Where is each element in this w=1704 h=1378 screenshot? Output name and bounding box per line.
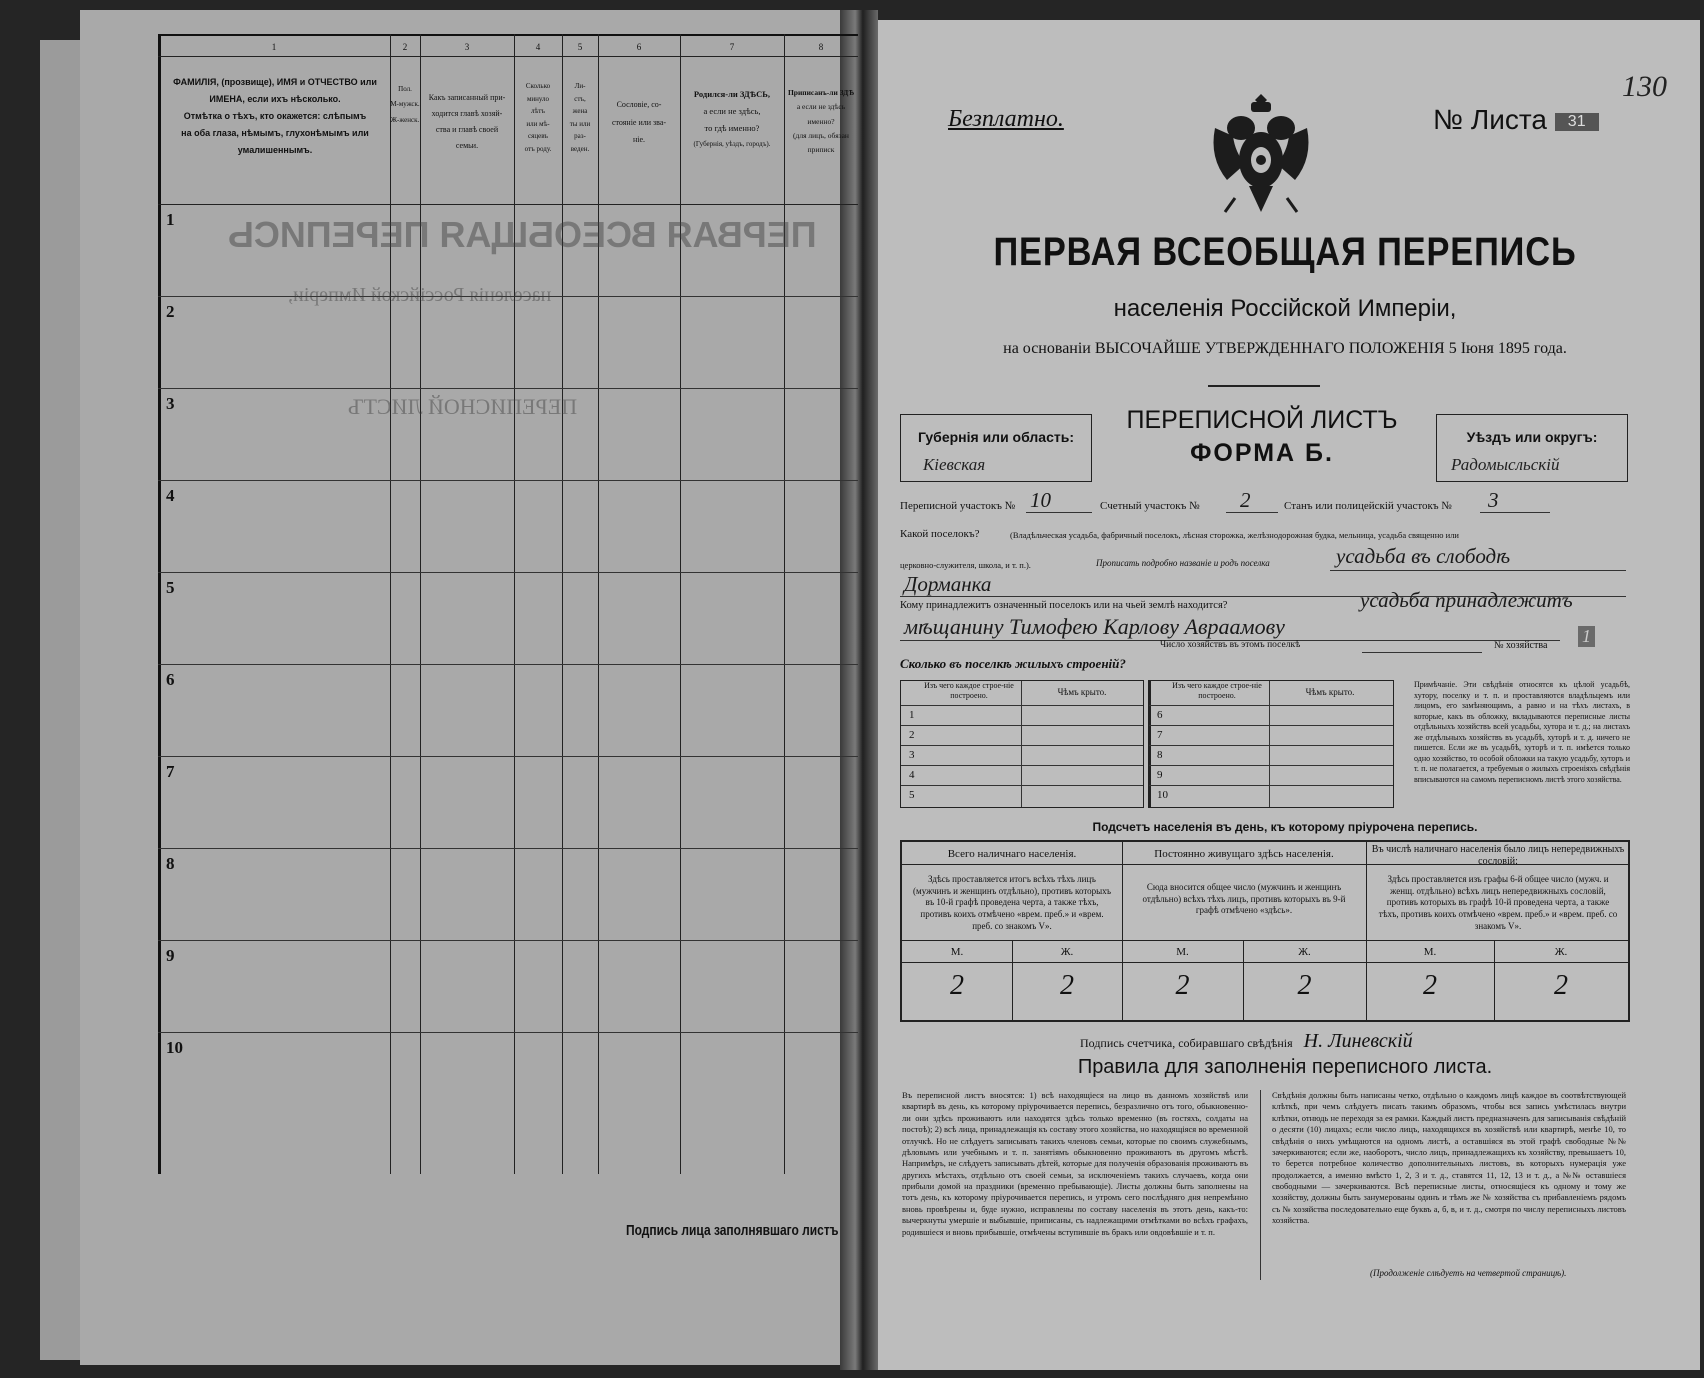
buildings-roof-header: Чѣмъ крыто. <box>1057 687 1107 697</box>
building-row-line <box>1149 725 1393 726</box>
estates-m-label: М. <box>1423 946 1437 958</box>
rules-left-column: Въ переписной листъ вносятся: 1) всѣ находящіеся на лицо въ данномъ хозяйствѣ или квартирѣ въ день, къ которому пріурочивается перепись, безразлично отъ того, обыкновенно-ли они здѣсь проживаютъ или находятся здѣсь только временно (въ гостяхъ, солдаты на постоѣ); 2) всѣ лица, принадлежащія къ составу этого хозяйства, но находящіяся во временной отлучкѣ. Но не слѣдуетъ записывать такихъ членовъ семьи, которые по своимъ служебнымъ, дѣловымъ или учебнымъ и т. п. занятіямъ обыкновенно проживаютъ въ другомъ мѣстѣ. Напримѣръ, не слѣдуетъ записывать дѣтей, которые для полученія образованія проживаютъ въ другихъ мѣстахъ, отдѣльно отъ своей семьи, за исключеніемъ такихъ случаевъ, когда они прибыли домой на праздники (временно пребывающіе). Листы должны быть заполнены на тотъ день, къ которому пріурочивается перепись, и утромъ сего послѣдняго дня непремѣнно вновь провѣрены и, буде нужно, исправлены по составу населенія въ этотъ день, какъ-то: вычеркнуты умершіе и выбывшіе, приписаны, съ надлежащими отмѣтками во всѣхъ графахъ, родившіеся и вновь прибывшіе, отмѣчены вступившіе въ бракъ или овдовѣвшіе и т. п. <box>902 1090 1248 1237</box>
household-no-value: 1 <box>1578 626 1595 647</box>
station-line <box>1480 512 1550 513</box>
buildings-mid-divider <box>1149 681 1151 807</box>
person-row-number: 9 <box>166 946 175 965</box>
uezd-box <box>1436 414 1628 482</box>
col4-header-line: Сколько <box>525 82 551 90</box>
person-row-number: 1 <box>166 210 175 229</box>
present-m-label: М. <box>950 946 964 958</box>
building-row-number: 4 <box>909 769 915 781</box>
building-row-number: 2 <box>909 729 915 741</box>
col-divider-6 <box>598 34 599 1174</box>
resident-population-head: Постоянно живущаго здѣсь населенія. <box>1154 848 1334 860</box>
col8-header-line: (для лицъ, обязан <box>793 130 849 140</box>
col4-header <box>514 80 562 156</box>
count-desc-line <box>902 940 1628 941</box>
person-row-line <box>158 480 858 481</box>
person-row-number: 4 <box>166 486 175 505</box>
counting-district-line <box>1226 512 1278 513</box>
col-divider-4 <box>514 34 515 1174</box>
number-strip-line <box>158 56 858 57</box>
buildings-title: Сколько въ поселкѣ жилыхъ строеній? <box>900 656 1126 671</box>
form-letter: ФОРМА Б. <box>1190 439 1334 467</box>
owner-label: Кому принадлежитъ означенный поселокъ или на чьей землѣ находится? <box>900 600 1228 611</box>
col3-header-line: ходится главѣ хозяй- <box>431 109 503 118</box>
col-divider-3 <box>420 34 421 1174</box>
present-f-value: 2 <box>1060 970 1074 1001</box>
col4-header-line: отъ роду. <box>524 144 552 153</box>
col7-header-line: (Губернія, уѣздъ, городъ). <box>693 140 771 148</box>
person-row-line <box>158 572 858 573</box>
counting-district-value: 2 <box>1240 488 1251 512</box>
col7-header-line: то гдѣ именно? <box>704 123 760 133</box>
col1-header-line: ИМЕНА, если ихъ нѣсколько. <box>209 94 341 105</box>
col-number-7: 7 <box>729 42 735 52</box>
person-row-number: 7 <box>166 762 175 781</box>
col8-header-line: а если не здѣсь <box>796 102 846 112</box>
filler-signature-label: Подпись лица заполнявшаго листъ <box>626 1222 839 1239</box>
col6-header-line: ніе. <box>632 135 646 145</box>
building-row-number: 6 <box>1157 709 1163 721</box>
building-row-line <box>901 745 1143 746</box>
resident-f-label: Ж. <box>1298 946 1311 958</box>
col8-header-line: приписк <box>807 145 835 154</box>
building-row-number: 8 <box>1157 749 1163 761</box>
settlement-line-1 <box>1330 570 1626 571</box>
household-no-label: № хозяйства <box>1494 640 1548 651</box>
person-row-number: 10 <box>166 1038 183 1057</box>
buildings-material-header: Изъ чего каждое строе-ніе построено. <box>924 681 1014 700</box>
households-label: Число хозяйствъ въ этомъ поселкѣ <box>1160 640 1301 650</box>
col3-header <box>420 90 514 154</box>
building-row-line <box>1149 745 1393 746</box>
col7-header-line: а если не здѣсь, <box>703 106 761 116</box>
col8-header <box>784 86 858 157</box>
census-title: ПЕРВАЯ ВСЕОБЩАЯ ПЕРЕПИСЬ <box>993 230 1577 274</box>
owner-value-1: усадьба принадлежитъ <box>1360 588 1573 612</box>
rules-divider <box>1260 1090 1261 1280</box>
building-row-line <box>1149 765 1393 766</box>
col8-header-line: именно? <box>807 116 835 126</box>
building-row-line <box>901 725 1143 726</box>
col6-header-line: Сословіе, со- <box>616 100 662 109</box>
person-row-number: 8 <box>166 854 175 873</box>
col5-header-line: раз- <box>574 132 586 141</box>
households-line <box>1362 652 1482 653</box>
col6-header <box>598 96 680 149</box>
col4-header-line: лѣтъ <box>531 107 545 116</box>
census-district-value: 10 <box>1030 488 1051 512</box>
settlement-hint-2: церковно-служителя, школа, и т. п.). <box>900 560 1031 570</box>
col3-header-line: ства и главѣ своей <box>435 125 499 134</box>
owner-value-2: мѣщанину Тимофею Карлову Авраамову <box>904 614 1285 639</box>
person-row-line <box>158 1032 858 1033</box>
col-number-4: 4 <box>535 42 541 52</box>
col5-header-line: Ли- <box>574 82 586 90</box>
counter-signature-label: Подпись счетчика, собиравшаго свѣдѣнія <box>1080 1036 1293 1050</box>
present-population-desc: Здѣсь проставляется итогъ всѣхъ тѣхъ лицъ (мужчинъ и женщинъ отдѣльно), противъ которыхъ въ 10-й графѣ проведена черта, а также тѣхъ, противъ коихъ отмѣчено «врем. преб.» и «врем. преб. со знакомъ V». <box>913 874 1111 931</box>
bleed-through-form: ПЕРЕПИСНОЙ ЛИСТЪ <box>348 394 578 419</box>
col4-header-line: минуло <box>526 94 550 103</box>
population-count-table <box>900 840 1630 1022</box>
gubernia-label: Губернія или область: <box>917 429 1075 445</box>
building-row-number: 9 <box>1157 769 1163 781</box>
col-number-5: 5 <box>577 42 583 52</box>
station-value: 3 <box>1488 488 1499 512</box>
resident-m-label: М. <box>1176 946 1189 958</box>
col2-header-line: Пол. <box>398 85 412 93</box>
col-divider-2 <box>390 34 391 1174</box>
building-row-number: 3 <box>909 749 915 761</box>
col1-header-line: на оба глаза, нѣмымъ, глухонѣмымъ или <box>181 128 369 139</box>
person-row-line <box>158 664 858 665</box>
settlement-value-2: Дорманка <box>904 572 992 596</box>
settlement-value-1: усадьба въ слободѣ <box>1336 544 1511 568</box>
col-number-3: 3 <box>464 42 470 52</box>
legal-basis: на основаніи ВЫСОЧАЙШЕ УТВЕРЖДЕННАГО ПОЛОЖЕНІЯ 5 Іюня 1895 года. <box>1003 340 1567 357</box>
gubernia-value: Кіевская <box>923 455 986 474</box>
count-mf-line <box>902 962 1628 963</box>
counter-signature-value: Н. Линевскій <box>1303 1030 1413 1052</box>
building-row-number: 1 <box>909 709 915 721</box>
col7-header-line: Родился-ли ЗДѢСЬ, <box>693 89 771 99</box>
non-mobile-estates-head: Въ числѣ наличнаго населенія было лицъ непередвижныхъ сословій: <box>1371 844 1625 867</box>
col2-header-line: Ж-женск. <box>390 115 420 124</box>
resident-f-value: 2 <box>1297 970 1312 1001</box>
person-row-number: 3 <box>166 394 175 413</box>
buildings-note: Примѣчаніе. Эти свѣдѣнія относятся къ цѣлой усадьбѣ, хутору, поселку и т. п. и проставляются владѣльцемъ или лицомъ, его замѣняющимъ, а равно и на тѣхъ листахъ, в которые, какъ въ обложку, вкладываются переписные листы отдѣльныхъ хозяйствъ всей усадьбы, хутора и т. д.; на листахъ же отдѣльныхъ хозяйствъ въ усадьбѣ, хуторѣ и т. д. ничего не пишется. Если же въ усадьбѣ, хуторѣ и т. п. имѣется только одно хозяйство, то особой обложки на такую усадьбу, хуторъ и т. п. не полагается, а требуемыя о жилыхъ строеніяхъ свѣдѣнія вписываются на самомъ переписномъ листѣ этого хозяйства. <box>1414 680 1630 784</box>
present-f-label: Ж. <box>1060 946 1074 958</box>
person-row-line <box>158 940 858 941</box>
settlement-label: Какой поселокъ? <box>900 528 980 540</box>
station-label: Станъ или полицейскій участокъ № <box>1284 500 1452 512</box>
building-row-number: 10 <box>1157 789 1168 801</box>
census-district-label: Переписной участокъ № <box>900 500 1016 512</box>
building-row-line <box>1149 705 1393 706</box>
col4-header-line: сяцевъ <box>528 132 548 141</box>
bleed-through-subtitle: населенія Россійской Имперіи, <box>288 284 552 306</box>
estates-f-label: Ж. <box>1554 946 1568 958</box>
resident-population-desc: Сюда вносится общее число (мужчинъ и женщинъ отдѣльно) всѣхъ тѣхъ лицъ, противъ которыхъ въ 9-й графѣ отмѣчено «здѣсь». <box>1142 882 1346 916</box>
building-row-number: 5 <box>909 789 915 801</box>
resident-m-value: 2 <box>1175 970 1190 1001</box>
col-number-8: 8 <box>818 42 824 52</box>
col1-header-line: умалишеннымъ. <box>237 145 313 156</box>
sheet-number <box>1433 104 1599 136</box>
buildings-material-header-2: Изъ чего каждое строе-ніе построено. <box>1172 681 1262 700</box>
person-row-number: 5 <box>166 578 175 597</box>
building-row-number: 7 <box>1157 729 1163 741</box>
person-table-frame <box>158 34 858 1174</box>
col5-header-line: стъ, <box>574 94 586 103</box>
buildings-divider <box>1021 681 1022 807</box>
header-bottom-line <box>158 204 858 205</box>
sheet-number-label: № Листа <box>1433 104 1547 135</box>
col8-header-line: Приписанъ-ли ЗДѢ <box>787 88 855 97</box>
col1-header <box>164 74 386 159</box>
buildings-table-left <box>900 680 1144 808</box>
counter-signature <box>1080 1030 1413 1053</box>
imperial-eagle-emblem <box>1205 88 1317 222</box>
uezd-value: Радомысльскій <box>1451 455 1560 474</box>
settlement-hint: (Владѣльческая усадьба, фабричный поселокъ, лѣсная сторожка, желѣзнодорожная будка, мельница, усадьба священно или <box>1010 530 1459 540</box>
col-divider-7 <box>680 34 681 1174</box>
continued-note: (Продолженіе слѣдуетъ на четвертой страницѣ). <box>1370 1268 1567 1278</box>
rules-right-column: Свѣдѣнія должны быть написаны четко, отдѣльно о каждомъ лицѣ каждое въ соотвѣтствующей клѣткѣ, при чемъ слѣдуетъ писать такимъ образомъ, чтобы вся запись умѣстилась внутри клѣтки, отнюдь не переходя за ея рамки. Каждый листъ предназначенъ для записыванія свѣдѣній о десяти (10) лицахъ; если число лицъ, находящихся въ хозяйствѣ или квартирѣ, менѣе 10, то свѣдѣнія о нихъ умѣщаются на одномъ листѣ, а оставшіяся въ этой графѣ свободные №№ зачеркиваются; если же, наоборотъ, число лицъ, принадлежащихъ къ хозяйству, превышаетъ 10, то берется потребное количество дополнительныхъ листовъ, въ которыхъ нумерація уже продолжается, а именно вмѣсто 1, 2, 3 и т. д., ставятся 11, 12, 13 и т. д., а №№ оставшіеся свободными — зачеркиваются. Всѣ переписные листы, относящіеся къ одному и тому же хозяйству, должны быть занумерованы одинъ и тѣмъ же № хозяйства съ прибавленіемъ рядомъ съ № хозяйства последовательно еще буквъ а, б, в, и т. д., смотря по числу переписныхъ листовъ хозяйства. <box>1272 1090 1626 1226</box>
col2-header-line: М-мужск. <box>390 100 420 109</box>
col7-header <box>680 86 784 151</box>
uezd-label: Уѣздъ или округъ: <box>1466 429 1598 445</box>
building-row-line <box>901 785 1143 786</box>
present-population-head: Всего наличнаго населенія. <box>947 848 1077 860</box>
col-number-2: 2 <box>402 42 408 52</box>
col5-header-line: ты или <box>569 119 591 128</box>
census-subtitle: населенія Россійской Имперіи, <box>1113 295 1457 322</box>
col1-header-line: ФАМИЛІЯ, (прозвище), ИМЯ и ОТЧЕСТВО или <box>173 77 377 87</box>
title-divider <box>1208 385 1320 387</box>
non-mobile-estates-desc: Здѣсь проставляется изъ графы 6-й общее число (мужч. и женщ. отдѣльно) всѣхъ лицъ непередвижныхъ сословій, противъ которыхъ въ графѣ 10-й проведена черта, а также тѣхъ, противъ коихъ отмѣчено «врем. преб.» и «врем. преб. со знакомъ V». <box>1378 874 1618 931</box>
building-row-line <box>901 765 1143 766</box>
archive-page-number: 130 <box>1622 70 1667 103</box>
col2-header <box>390 82 420 128</box>
col-number-6: 6 <box>636 42 642 52</box>
col-number-1: 1 <box>271 42 277 52</box>
person-row-number: 6 <box>166 670 175 689</box>
settlement-instruction: Прописать подробно названіе и родъ поселка <box>1096 558 1270 568</box>
col3-header-line: Какъ записанный при- <box>428 93 506 102</box>
bleed-through-title: ПЕРВАЯ ВСЕОБЩАЯ ПЕРЕПИСЬ <box>228 214 817 255</box>
buildings-roof-header-2: Чѣмъ крыто. <box>1305 687 1355 697</box>
col6-header-line: стояніе или зва- <box>611 117 667 127</box>
buildings-divider-2 <box>1269 681 1270 807</box>
person-row-line <box>158 848 858 849</box>
col-divider-5 <box>562 34 563 1174</box>
building-row-line <box>1149 785 1393 786</box>
col5-header <box>562 80 598 156</box>
form-title-block <box>1092 406 1432 468</box>
census-district-line <box>1026 512 1092 513</box>
buildings-table-right <box>1148 680 1394 808</box>
free-of-charge-label: Безплатно. <box>948 106 1064 132</box>
col1-header-line: Отмѣтка о тѣхъ, кто окажется: слѣпымъ <box>183 111 367 122</box>
person-table <box>158 34 858 1174</box>
col5-header-line: жена <box>572 107 588 116</box>
rules-title: Правила для заполненія переписного листа. <box>1077 1056 1493 1078</box>
sheet-number-value: 31 <box>1555 113 1599 131</box>
col3-header-line: семьи. <box>455 141 479 150</box>
estates-f-value: 2 <box>1554 970 1568 1001</box>
population-count-title: Подсчетъ населенія въ день, къ которому пріурочена перепись. <box>1092 820 1478 834</box>
person-row-number: 2 <box>166 302 175 321</box>
gubernia-box <box>900 414 1092 482</box>
col-divider-8 <box>784 34 785 1174</box>
col5-header-line: веден. <box>570 144 590 153</box>
form-title: ПЕРЕПИСНОЙ ЛИСТЪ <box>1126 406 1398 434</box>
estates-m-value: 2 <box>1423 970 1437 1001</box>
building-row-line <box>901 705 1143 706</box>
col4-header-line: или мѣ- <box>526 119 550 128</box>
person-row-line <box>158 756 858 757</box>
present-m-value: 2 <box>950 970 964 1001</box>
counting-district-label: Счетный участокъ № <box>1100 500 1200 512</box>
person-row-line <box>158 388 858 389</box>
